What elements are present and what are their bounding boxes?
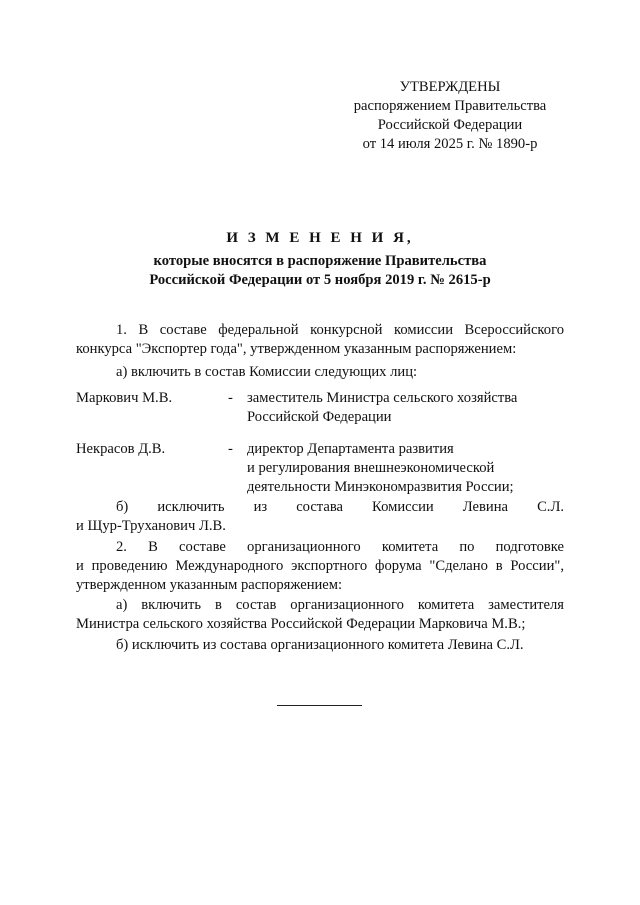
- document-subtitle: [60, 252, 580, 290]
- member-position: [247, 440, 514, 497]
- approval-line-2: Российской Федерации: [377, 117, 523, 133]
- member-position-line-2: и регулирования внешнеэкономической: [247, 460, 495, 476]
- member-position: [247, 389, 517, 427]
- approval-line-1: распоряжением Правительства: [353, 98, 547, 114]
- item-1-line-2: конкурса "Экспортер года", утвержденном указанным распоряжением:: [76, 341, 517, 357]
- item-1-subitem-b-line-1: б) исключить из состава Комиссии Левина С.Л.: [116, 499, 564, 515]
- document-subtitle-line-1: которые вносятся в распоряжение Правительства: [153, 253, 487, 269]
- member-dash: -: [228, 390, 233, 406]
- approval-title: УТВЕРЖДЕНЫ: [399, 79, 501, 95]
- approval-stamp: [330, 78, 570, 154]
- closing-divider: [277, 705, 362, 706]
- member-position-line-2: Российской Федерации: [247, 409, 392, 425]
- member-dash: -: [228, 441, 233, 457]
- item-2-subitem-a-line-2: Министра сельского хозяйства Российской Федерации Марковича М.В.;: [76, 616, 526, 632]
- item-2-subitem-a: [76, 596, 564, 634]
- approval-line-3: от 14 июля 2025 г. № 1890-р: [362, 136, 538, 152]
- member-position-line-1: заместитель Министра сельского хозяйства: [247, 390, 518, 406]
- member-position-line-3: деятельности Минэкономразвития России;: [247, 479, 514, 495]
- member-name: Некрасов Д.В.: [76, 441, 166, 457]
- item-1-subitem-b-line-2: и Щур-Труханович Л.В.: [76, 518, 226, 534]
- item-2-paragraph: [76, 538, 564, 595]
- member-position-line-1: директор Департамента развития: [247, 441, 454, 457]
- item-1-subitem-b: [76, 498, 564, 536]
- item-2-line-2: и проведению Международного экспортного форума "Сделано в России",: [76, 558, 564, 574]
- item-2-line-3: утвержденном указанным распоряжением:: [76, 577, 343, 593]
- item-1-paragraph: [76, 321, 564, 359]
- item-2-line-1: 2. В составе организационного комитета по подготовке: [116, 539, 564, 555]
- item-2-subitem-b: [76, 636, 564, 655]
- item-1-subitem-a: [76, 363, 564, 382]
- item-2-subitem-b-text: б) исключить из состава организационного комитета Левина С.Л.: [116, 637, 524, 653]
- item-1-line-1: 1. В составе федеральной конкурсной комиссии Всероссийского: [116, 322, 564, 338]
- document-title: И З М Е Н Е Н И Я,: [226, 230, 414, 246]
- item-1-subitem-a-text: а) включить в состав Комиссии следующих лиц:: [116, 364, 418, 380]
- document-subtitle-line-2: Российской Федерации от 5 ноября 2019 г. № 2615-р: [149, 272, 491, 288]
- member-name: Маркович М.В.: [76, 390, 173, 406]
- item-2-subitem-a-line-1: а) включить в состав организационного комитета заместителя: [116, 597, 564, 613]
